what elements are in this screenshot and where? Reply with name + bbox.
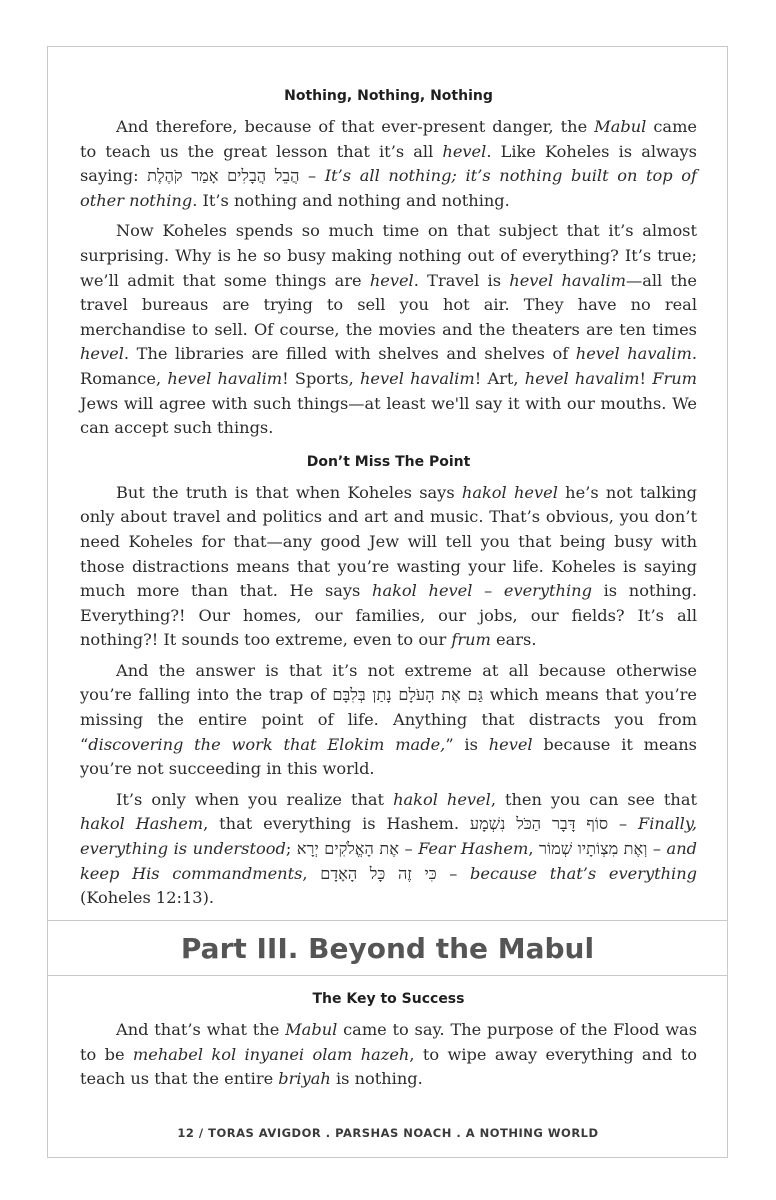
part-title: Part III. Beyond the Mabul (180, 931, 595, 965)
main-content (80, 85, 697, 917)
section-heading: The Key to Success (312, 991, 465, 1007)
paragraph: It’s only when you realize that hakol hevel, then you can see that hakol Hashem, that everything is Hashem. סוֹף דָּבָר הַכֹּל נִשְׁמָע – Finally, everything is understood; אֶת הָאֱלֹקִים יְרָא – Fear Hashem, וְאֶת מִצְוֹתָיו שְׁמוֹר – and keep His commandments, כִּי זֶה כָּל הָאָדָם – because that’s everything (Koheles 12:13). (80, 789, 697, 908)
part-content (80, 988, 697, 1098)
page-footer: 12 / TORAS AVIGDOR . PARSHAS NOACH . A NOTHING WORLD (177, 1126, 599, 1140)
paragraph: But the truth is that when Koheles says hakol hevel he’s not talking only about travel and politics and art and music. That’s obvious, you don’t need Koheles for that—any good Jew will tell you that being busy with those distractions means that you’re wasting your life. Koheles is saying much more than that. He says hakol hevel – everything is nothing. Everything?! Our homes, our families, our jobs, our fields? It’s all nothing?! It sounds too extreme, even to our frum ears. (80, 482, 697, 650)
part-title-band (47, 920, 728, 976)
section-heading: Don’t Miss The Point (306, 453, 471, 470)
paragraph: And that’s what the Mabul came to say. The purpose of the Flood was to be mehabel kol inyanei olam hazeh, to wipe away everything and to teach us that the entire briyah is nothing. (80, 1020, 698, 1089)
paragraph: And therefore, because of that ever-present danger, the Mabul came to teach us the great lesson that it’s all hevel. Like Koheles is always saying: הֲבֵל הֲבָלִים אָמַר קֹהֶלֶת – It’s all nothing; it’s nothing built on top of other nothing. It’s nothing and nothing and nothing. (80, 117, 698, 210)
paragraph: And the answer is that it’s not extreme at all because otherwise you’re falling into the trap of גַּם אֶת הָעֹלָם נָתַן בְּלִבָּם which means that you’re missing the entire point of life. Anything that distracts you from “discovering the work that Elokim made,” is hevel because it means you’re not succeeding in this world. (80, 660, 697, 779)
section-heading: Nothing, Nothing, Nothing (284, 88, 493, 104)
paragraph: Now Koheles spends so much time on that subject that it’s almost surprising. Why is he so busy making nothing out of everything? It’s true; we’ll admit that some things are hevel. Travel is hevel havalim—all the travel bureaus are trying to sell you hot air. They have no real merchandise to sell. Of course, the movies and the theaters are ten times hevel. The libraries are filled with shelves and shelves of hevel havalim. Romance, hevel havalim! Sports, hevel havalim! Art, hevel havalim! Frum Jews will agree with such things—at least we'll say it with our mouths. We can accept such things. (80, 221, 698, 438)
